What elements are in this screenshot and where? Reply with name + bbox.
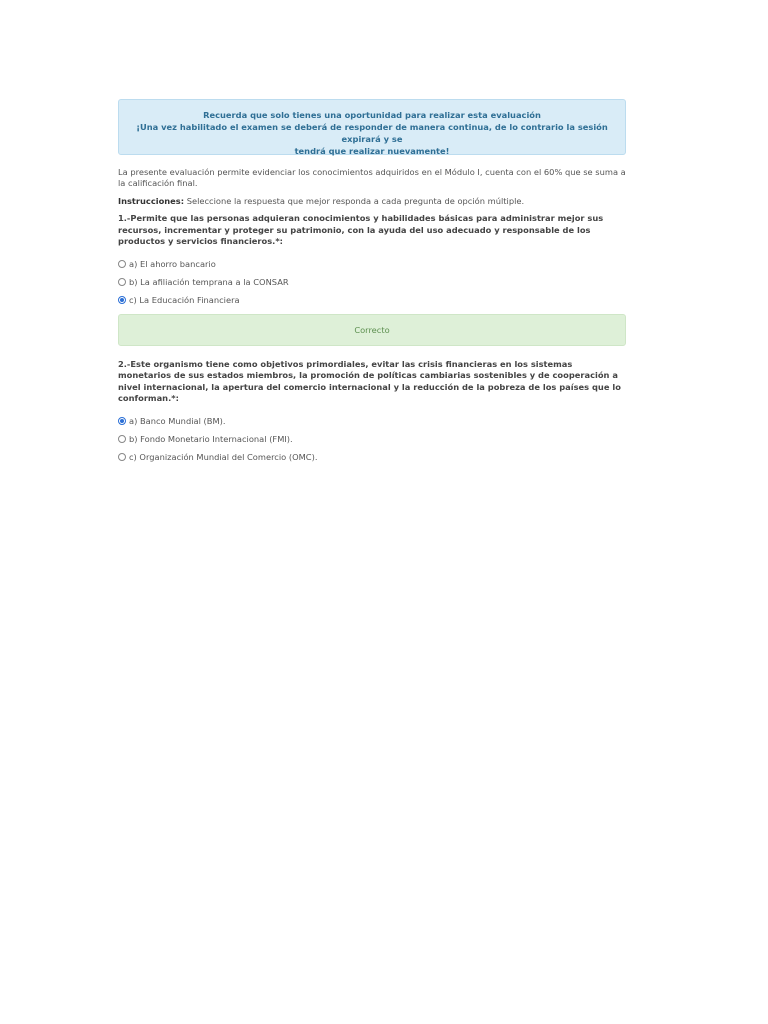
radio-button[interactable] [118, 453, 126, 461]
radio-button[interactable] [118, 260, 126, 268]
notice-line-1: Recuerda que solo tienes una oportunidad para realizar esta evaluación [203, 110, 541, 120]
question-2-options [118, 412, 626, 466]
intro-text: La presente evaluación permite evidenciar los conocimientos adquiridos en el Módulo I, cuenta con el 60% que se suma a la calificación final. [118, 167, 626, 188]
radio-button[interactable] [118, 278, 126, 286]
option-label: c) Organización Mundial del Comercio (OMC). [129, 451, 318, 462]
radio-button[interactable] [118, 435, 126, 443]
question-1-option-a[interactable] [118, 255, 626, 273]
radio-button-selected[interactable] [118, 296, 126, 304]
question-2-option-c[interactable] [118, 448, 626, 466]
feedback-correct-banner: Correcto [118, 314, 626, 346]
instructions-text: Seleccione la respuesta que mejor responda a cada pregunta de opción múltiple. [184, 196, 525, 206]
question-1-option-b[interactable] [118, 273, 626, 291]
question-2-option-b[interactable] [118, 430, 626, 448]
question-1-text: 1.-Permite que las personas adquieran conocimientos y habilidades básicas para administrar mejor sus recursos, incrementar y proteger su patrimonio, con la ayuda del uso adecuado y responsable de los productos y servicios financieros.*: [118, 213, 604, 246]
notice-line-3: tendrá que realizar nuevamente! [294, 146, 450, 156]
evaluation-page [118, 99, 626, 466]
question-2-option-a[interactable] [118, 412, 626, 430]
instructions-label: Instrucciones: [118, 196, 185, 206]
option-label: b) La afiliación temprana a la CONSAR [129, 276, 289, 287]
option-label: a) El ahorro bancario [129, 258, 216, 269]
option-label: a) Banco Mundial (BM). [129, 415, 226, 426]
question-1-options [118, 255, 626, 309]
option-label: c) La Educación Financiera [129, 294, 240, 305]
notice-banner [118, 99, 626, 155]
notice-line-2: ¡Una vez habilitado el examen se deberá de responder de manera continua, de lo contrario la sesión expirará y se [136, 122, 608, 144]
question-1-option-c[interactable] [118, 291, 626, 309]
radio-button-selected[interactable] [118, 417, 126, 425]
instructions [118, 196, 626, 207]
question-2-text: 2.-Este organismo tiene como objetivos primordiales, evitar las crisis financieras en los sistemas monetarios de sus estados miembros, la promoción de políticas cambiarias sostenibles y de cooperación a nivel internacional, la apertura del comercio internacional y la reducción de la pobreza de los países que lo conforman.*: [118, 358, 621, 403]
option-label: b) Fondo Monetario Internacional (FMI). [129, 433, 293, 444]
